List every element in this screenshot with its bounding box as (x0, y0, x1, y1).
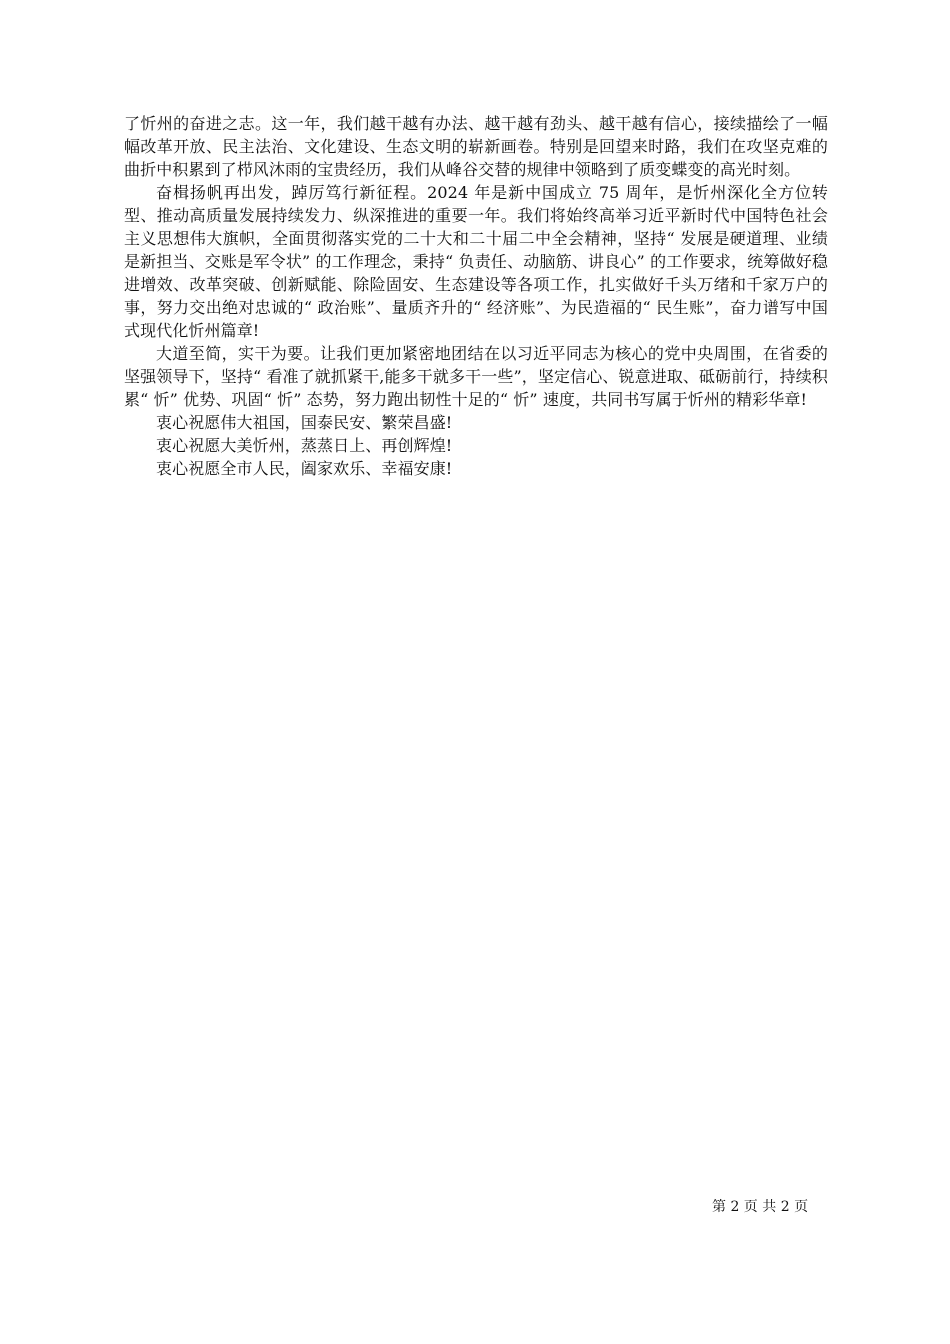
paragraph-2: 奋楫扬帆再出发，踔厉笃行新征程。2024 年是新中国成立 75 周年，是忻州深化全方位转型、推动高质量发展持续发力、纵深推进的重要一年。我们将始终高举习近平新时代中国特色社会主义思想伟大旗帜，全面贯彻落实党的二十大和二十届二中全会精神，坚持“ 发展是硬道理、业绩是新担当、交账是军令状” 的工作理念，秉持“ 负责任、动脑筋、讲良心” 的工作要求，统筹做好稳进增效、改革突破、创新赋能、除险固安、生态建设等各项工作，扎实做好千头万绪和千家万户的事，努力交出绝对忠诚的“ 政治账”、量质齐升的“ 经济账”、为民造福的“ 民生账”，奋力谱写中国式现代化忻州篇章! (124, 183, 828, 340)
document-body (124, 112, 828, 480)
wish-line-1: 衷心祝愿伟大祖国，国泰民安、繁荣昌盛! (156, 413, 453, 432)
paragraph-3: 大道至简，实干为要。让我们更加紧密地团结在以习近平同志为核心的党中央周围，在省委的坚强领导下，坚持“ 看准了就抓紧干,能多干就多干一些”，坚定信心、锐意进取、砥砺前行，持续积累“ 忻” 优势、巩固“ 忻” 态势，努力跑出韧性十足的“ 忻” 速度，共同书写属于忻州的精彩华章! (124, 344, 828, 409)
paragraph-1: 了忻州的奋进之志。这一年，我们越干越有办法、越干越有劲头、越干越有信心，接续描绘了一幅幅改革开放、民主法治、文化建设、生态文明的崭新画卷。特别是回望来时路，我们在攻坚克难的曲折中积累到了栉风沐雨的宝贵经历，我们从峰谷交替的规律中领略到了质变蝶变的高光时刻。 (124, 114, 828, 179)
wish-line-3: 衷心祝愿全市人民，阖家欢乐、幸福安康! (156, 459, 453, 478)
wish-line-2: 衷心祝愿大美忻州，蒸蒸日上、再创辉煌! (156, 436, 453, 455)
page-number: 第 2 页 共 2 页 (712, 1199, 809, 1215)
